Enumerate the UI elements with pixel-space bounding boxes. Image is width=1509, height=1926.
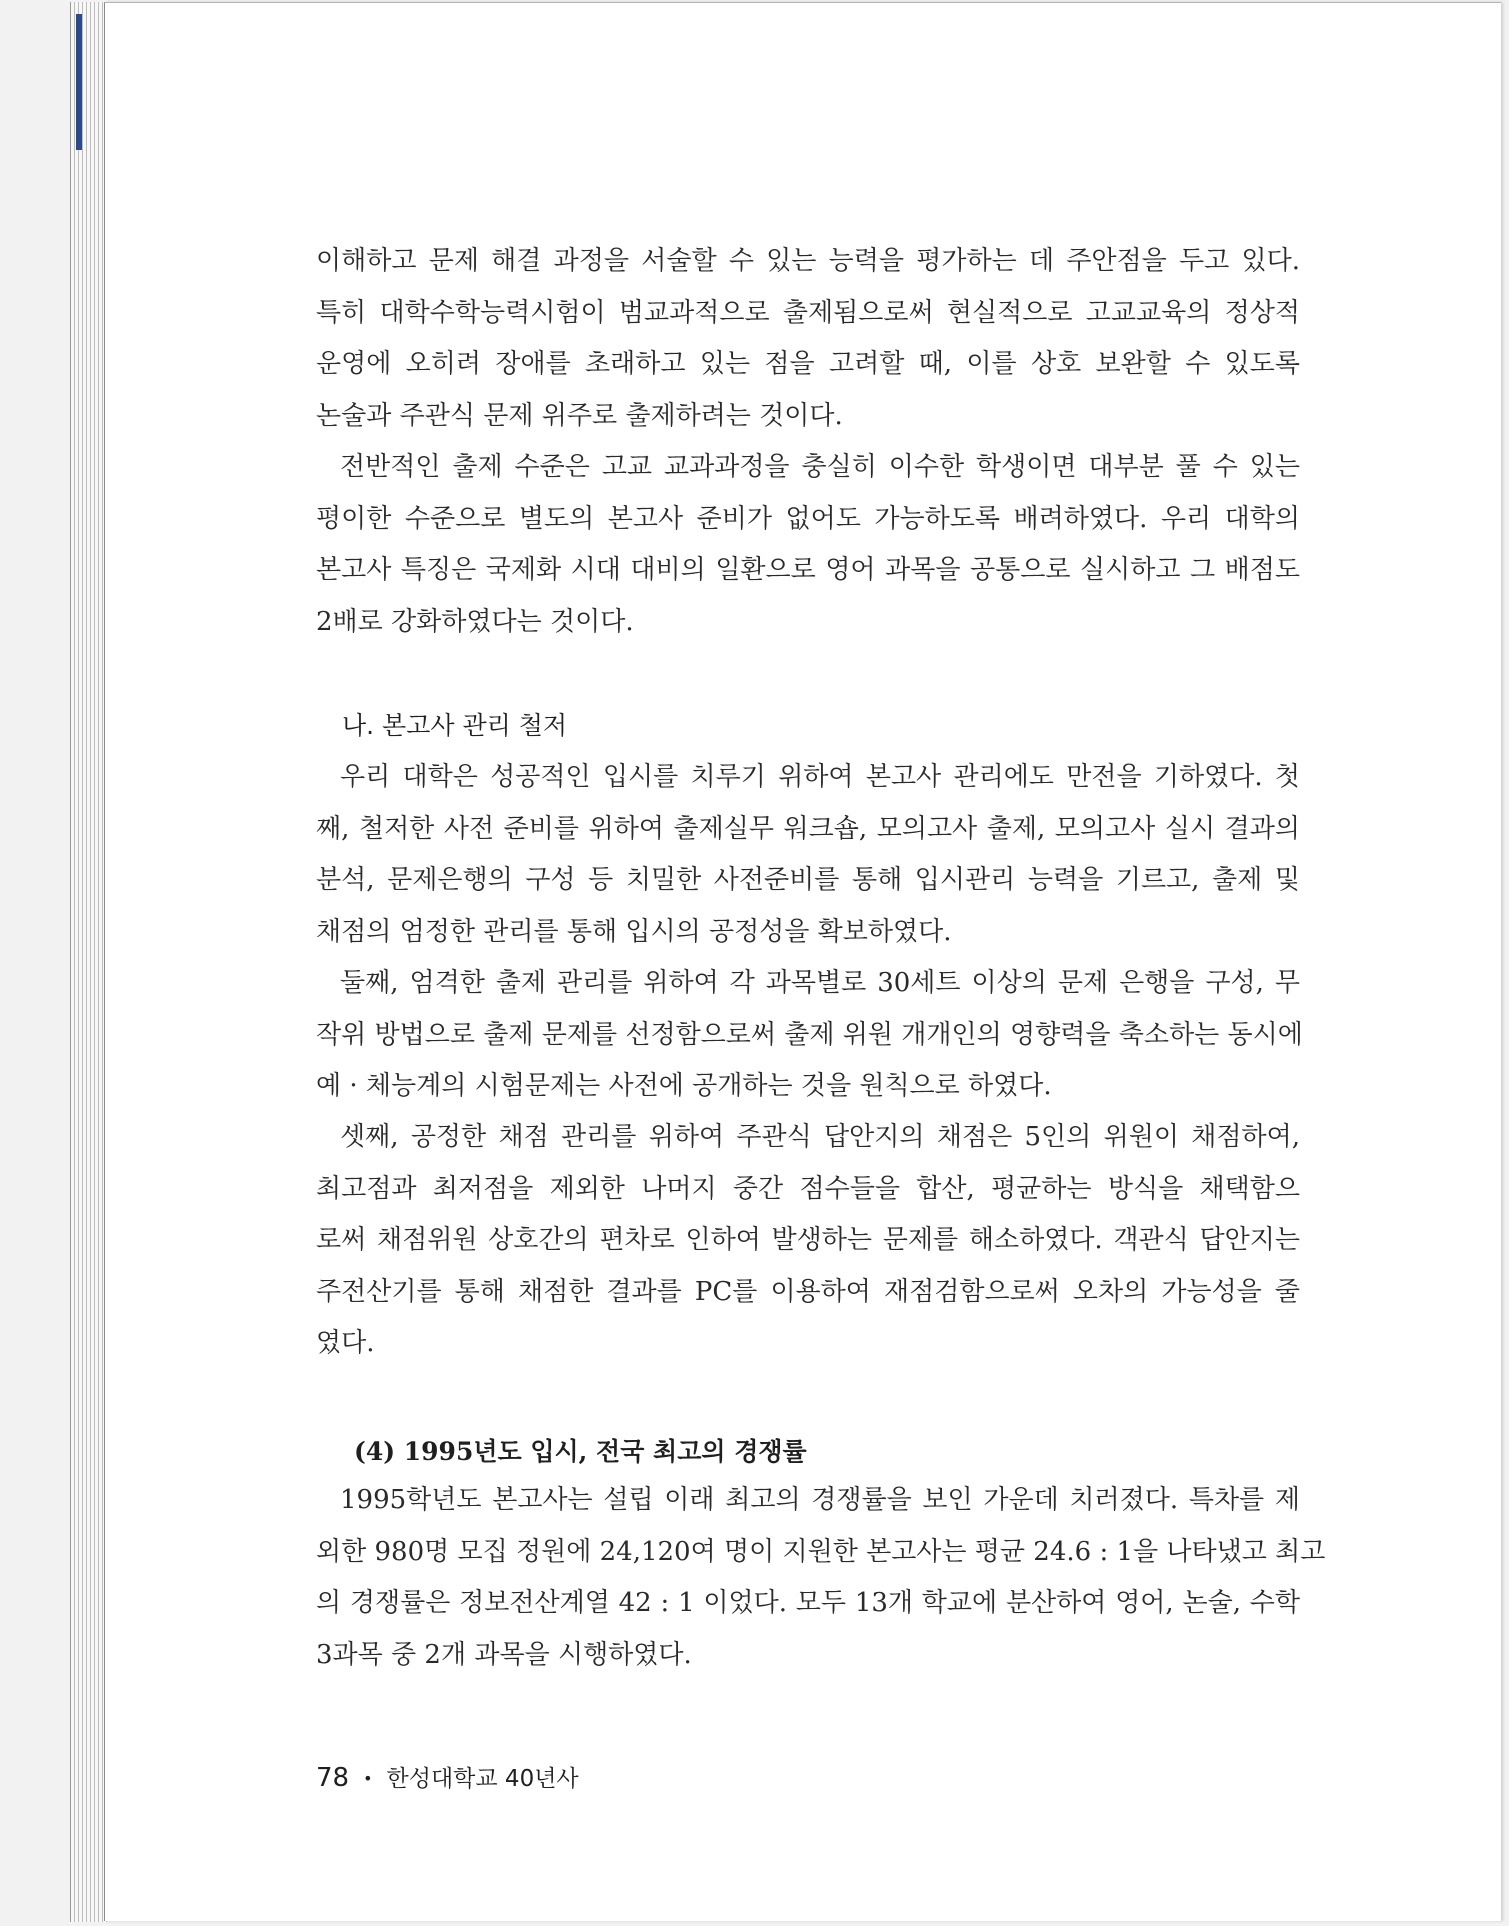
- text-line: 로써 채점위원 상호간의 편차로 인하여 발생하는 문제를 해소하였다. 객관식 답안지는: [316, 1225, 1300, 1255]
- text-line: 작위 방법으로 출제 문제를 선정함으로써 출제 위원 개개인의 영향력을 축소하는 동시에: [316, 1019, 1303, 1050]
- text-line: 2배로 강화하였다는 것이다.: [316, 606, 634, 637]
- text-line: 본고사 특징은 국제화 시대 대비의 일환으로 영어 과목을 공통으로 실시하고 그 배점도: [316, 555, 1300, 585]
- paragraph-5: [316, 1112, 1300, 1370]
- text-line: 논술과 주관식 문제 위주로 출제하려는 것이다.: [316, 400, 843, 431]
- text-line: 주전산기를 통해 채점한 결과를 PC를 이용하여 재점검함으로써 오차의 가능성을 줄: [316, 1276, 1300, 1307]
- text-line: 특히 대학수학능력시험이 범교과적으로 출제됨으로써 현실적으로 고교교육의 정상적: [316, 297, 1300, 328]
- text-line: 둘째, 엄격한 출제 관리를 위하여 각 과목별로 30세트 이상의 문제 은행을 구성, 무: [340, 968, 1300, 998]
- paragraph-3: [316, 752, 1300, 958]
- paragraph-1: [316, 236, 1300, 442]
- subsection-heading: (4) 1995년도 입시, 전국 최고의 경쟁률: [354, 1437, 807, 1466]
- text-line: 셋째, 공정한 채점 관리를 위하여 주관식 답안지의 채점은 5인의 위원이 채점하여,: [340, 1122, 1300, 1152]
- text-line: 최고점과 최저점을 제외한 나머지 중간 점수들을 합산, 평균하는 방식을 채택함으: [316, 1173, 1300, 1204]
- text-line: 이해하고 문제 해결 과정을 서술할 수 있는 능력을 평가하는 데 주안점을 두고 있다.: [316, 246, 1300, 276]
- book-title: 한성대학교 40년사: [386, 1766, 579, 1792]
- text-line: 째, 철저한 사전 준비를 위하여 출제실무 워크숍, 모의고사 출제, 모의고사 실시 결과의: [316, 813, 1300, 844]
- text-line: 운영에 오히려 장애를 초래하고 있는 점을 고려할 때, 이를 상호 보완할 수 있도록: [316, 349, 1300, 379]
- book-spine-accent: [76, 14, 82, 150]
- paragraph-6: [316, 1475, 1326, 1681]
- text-line: 평이한 수준으로 별도의 본고사 준비가 없어도 가능하도록 배려하였다. 우리 대학의: [316, 503, 1300, 534]
- paragraph-4: [316, 958, 1303, 1113]
- text-line: 외한 980명 모집 정원에 24,120여 명이 지원한 본고사는 평균 24.6 : 1을 나타냈고 최고: [316, 1536, 1326, 1567]
- text-line: 분석, 문제은행의 구성 등 치밀한 사전준비를 통해 입시관리 능력을 기르고, 출제 및: [316, 865, 1300, 895]
- paragraph-2: [316, 442, 1300, 648]
- text-line: 의 경쟁률은 정보전산계열 42 : 1 이었다. 모두 13개 학교에 분산하여 영어, 논술, 수학: [316, 1588, 1300, 1618]
- text-line: 1995학년도 본고사는 설립 이래 최고의 경쟁률을 보인 가운데 치러졌다. 특차를 제: [340, 1485, 1300, 1515]
- text-line: 예 · 체능계의 시험문제는 사전에 공개하는 것을 원칙으로 하였다.: [316, 1071, 1052, 1101]
- page-number: 78: [316, 1763, 350, 1793]
- section-heading: 나. 본고사 관리 철저: [342, 711, 567, 740]
- text-line: 전반적인 출제 수준은 고교 교과과정을 충실히 이수한 학생이면 대부분 풀 수 있는: [340, 452, 1300, 482]
- text-line: 3과목 중 2개 과목을 시행하였다.: [316, 1639, 692, 1670]
- text-line: 였다.: [316, 1328, 375, 1358]
- book-page-edges: [70, 2, 107, 1922]
- page-footer: [316, 1760, 579, 1793]
- bullet-icon: •: [363, 1769, 373, 1788]
- text-line: 우리 대학은 성공적인 입시를 치루기 위하여 본고사 관리에도 만전을 기하였다. 첫: [340, 762, 1300, 792]
- text-line: 채점의 엄정한 관리를 통해 입시의 공정성을 확보하였다.: [316, 916, 952, 947]
